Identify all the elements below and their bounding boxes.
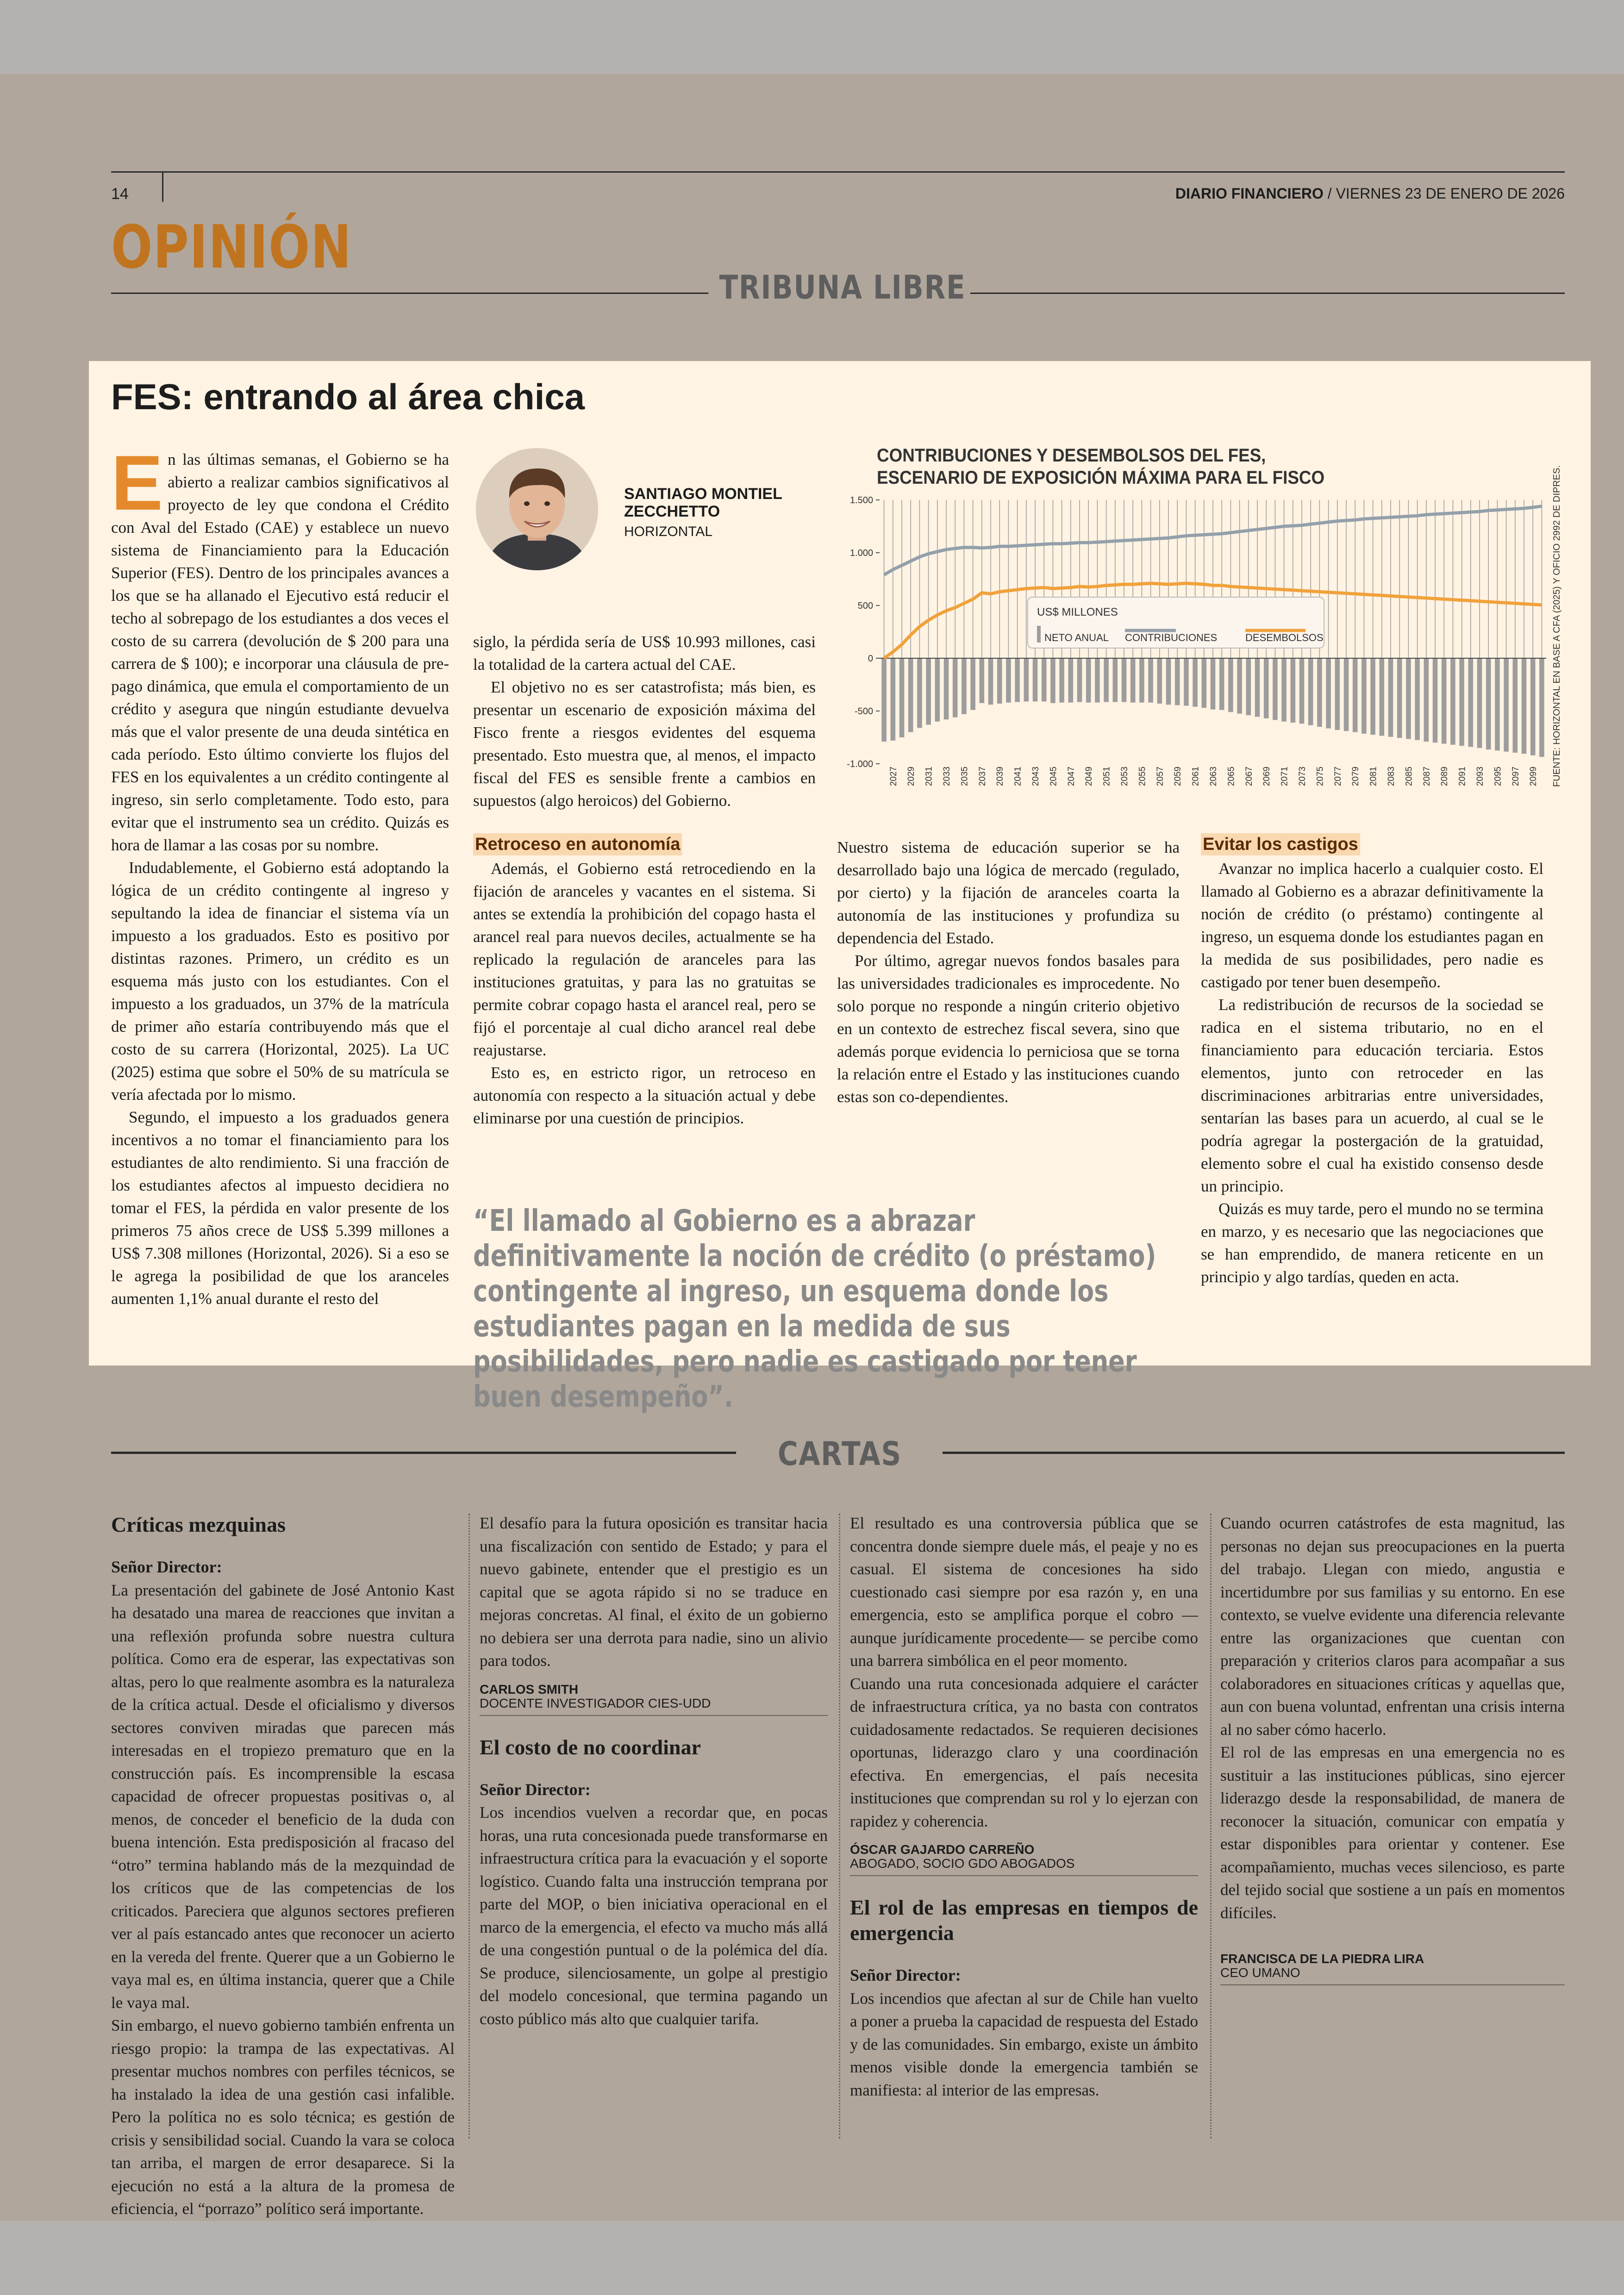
y-tick-label: 1.000 [849,548,873,558]
neto-bar [1273,658,1278,720]
neto-bar [1237,658,1242,714]
neto-bar [1113,658,1118,702]
letter-salutation: Señor Director: [480,1780,591,1799]
neto-bar [1095,658,1100,703]
letters-divider-2 [839,1514,840,2139]
neto-bar [1424,658,1429,742]
subsection-title: TRIBUNA LIBRE [719,268,966,306]
neto-bar [1193,658,1198,707]
x-tick-label: 2099 [1529,767,1539,786]
chart [833,481,1555,792]
letter-paragraph: Cuando una ruta concesionada adquiere el carácter de infraestructura crítica, ya no basta con contratos cuidadosamente redactados. Se requieren decisiones oportunas, liderazgo claro y una coordinación efectiva. En emergencias, el país necesita instituciones que comprendan su rol y lo ejerzan con rapidez y coherencia. [850,1674,1198,1830]
x-tick-label: 2035 [960,767,970,786]
neto-bar [988,658,993,705]
letter-paragraph: El resultado es una controversia pública que se concentra donde siempre duele más, el peaje y no es casual. El sistema de concesiones ha sido cuestionado casi siempre por esa razón y, en una emergencia, esto se amplifica porque el cobro —aunque jurídicamente procedente— se percibe como una barrera simbólica en el peor momento. [850,1514,1198,1670]
x-tick-label: 2085 [1404,767,1414,786]
x-tick-label: 2037 [977,767,987,786]
neto-bar [953,658,958,717]
neto-bar [1450,658,1455,745]
author-name-line-2: ZECCHETTO [624,503,720,520]
x-tick-label: 2045 [1049,767,1059,786]
neto-bar [917,658,922,728]
signature-role: DOCENTE INVESTIGADOR CIES-UDD [480,1696,711,1710]
neto-bar [1353,658,1358,732]
issue-date: / VIERNES 23 DE ENERO DE 2026 [1323,185,1565,202]
letter-paragraph: El rol de las empresas en una emergencia no es sustituir a las instituciones públicas, sino ejercer liderazgo desde la responsabilidad, de manera de reconocer la situación, comunicar con empatía y estar disponibles para orientar y contener. Ese acompañamiento, muchas veces silencioso, es parte del tejido social que sostiene a un país en momentos difíciles. [1220,1743,1565,1922]
y-tick-label: 0 [868,654,873,664]
neto-bar [1433,658,1438,742]
author-photo [476,448,598,570]
neto-bar [1246,658,1251,715]
article-paragraph: Además, el Gobierno está retrocediendo en la fijación de aranceles y vacantes en el sistema. Si antes se extendía la prohibición del copago hasta el arancel real para nuevos deciles, actualmente se ha replicado la regulación de aranceles para las instituciones gratuitas, y para las no gratuitas se permite cobrar copago hasta el arancel real, pero se fijó el porcentaje al cual dicho arancel real debe reajustarse. [473,860,816,1059]
x-tick-label: 2095 [1493,767,1503,786]
y-tick-label: -1.000 [847,759,873,769]
author-affiliation: HORIZONTAL [624,524,713,539]
article-paragraph: Nuestro sistema de educación superior se ha desarrollado bajo una lógica de mercado (regulado, por cierto) y la fijación de aranceles coarta la autonomía de las instituciones y profundiza su dependencia del Estado. [837,838,1180,947]
neto-bar [1211,658,1216,710]
chart-title-line-1: CONTRIBUCIONES Y DESEMBOLSOS DEL FES, [877,445,1266,466]
letters-section-title: CARTAS [778,1435,902,1473]
y-tick-label: -500 [854,706,873,717]
letter-paragraph: Cuando ocurren catástrofes de esta magnitud, las personas no dejan sus preocupaciones en la puerta del trabajo. Llegan con miedo, angustia e incertidumbre por sus familias y su entorno. En ese contexto, se vuelve evidente una diferencia relevante entre las organizaciones que cuentan con preparación y criterios claros para acompañar a sus colaboradores en situaciones críticas y aquellas que, aun con buena voluntad, enfrentan una crisis interna al no saber cómo hacerlo. [1220,1514,1565,1739]
x-tick-label: 2055 [1137,767,1148,786]
article-paragraph: Segundo, el impuesto a los graduados genera incentivos a no tomar el financiamiento para los estudiantes de alto rendimiento. Si una fracción de los estudiantes afectos al impuesto decidiera no tomar el FES, la pérdida en valor presente de los primeros 75 años crece de US$ 5.399 millones a US$ 7.308 millones (Horizontal, 2026). Si a eso se le agrega la posibilidad de que los aranceles aumenten 1,1% anual durante el resto del [111,1108,449,1308]
legend-desembolsos-label: DESEMBOLSOS [1245,632,1324,643]
x-tick-label: 2039 [995,767,1006,786]
letter-paragraph: Los incendios vuelven a recordar que, en pocas horas, una ruta concesionada puede transformarse en infraestructura crítica para la evacuación y el soporte logístico. Cuando falta una instrucción temprana por parte del MOP, o bien iniciativa operacional en el marco de la emergencia, el efecto va mucho más allá de una congestión puntual o de la polémica del día. Se produce, silenciosamente, un golpe al prestigio del modelo concesional, que termina pagando un costo público más alto que cualquier tarifa. [480,1803,828,2028]
legend-neto-swatch [1037,626,1041,642]
neto-bar [1370,658,1375,735]
x-tick-label: 2049 [1084,767,1094,786]
neto-bar [1459,658,1464,746]
letter-title: El rol de las empresas en tiempos de emergencia [850,1896,1198,1945]
neto-bar [1486,658,1491,749]
article-paragraph: Esto es, en estricto rigor, un retroceso en autonomía con respecto a la situación actual y debe eliminarse por una cuestión de principios. [473,1064,816,1127]
article-paragraph: Por último, agregar nuevos fondos basales para las universidades tradicionales es improcedente. No solo porque no responde a ningún criterio objetivo en un contexto de estrechez fiscal severa, sino que además porque evidencia lo perniciosa que se torna la relación entre el Estado y las instituciones cuando estas son co-dependientes. [837,952,1180,1106]
article-headline: FES: entrando al área chica [111,376,585,417]
x-tick-label: 2065 [1226,767,1237,786]
neto-bar [1228,658,1233,712]
neto-bar [891,658,896,741]
letters-column-3 [850,1512,1198,2102]
x-tick-label: 2043 [1031,767,1041,786]
neto-bar [1344,658,1349,731]
neto-bar [1024,658,1029,701]
neto-bar [1015,658,1020,702]
neto-bar [1513,658,1518,753]
tribuna-rule-left [111,293,708,294]
letter-signature [850,1843,1198,1876]
neto-bar [1317,658,1322,727]
header-top-rule [111,171,1565,173]
x-tick-label: 2073 [1298,767,1307,786]
article-paragraph: Quizás es muy tarde, pero el mundo no se termina en marzo, y es necesario que las negociaciones que se han emprendido, de manera reticente en un principio y algo tardías, queden en acta. [1201,1200,1543,1286]
masthead [1175,185,1565,202]
x-tick-label: 2089 [1440,767,1450,786]
x-tick-label: 2069 [1262,767,1272,786]
neto-bar [1415,658,1420,740]
neto-bar [1362,658,1367,734]
pull-quote: “El llamado al Gobierno es a abrazar definitivamente la noción de crédito (o préstamo) contingente al ingreso, un esquema donde los estudiantes pagan en la medida de sus posibilidades, pero nadie es castigado por tener buen desempeño”. [473,1204,1156,1414]
signature-role: CEO UMANO [1220,1965,1300,1980]
x-tick-label: 2041 [1013,767,1023,786]
author-portrait-icon [476,448,598,570]
letter-title: El costo de no coordinar [480,1735,701,1759]
neto-bar [1042,658,1047,701]
x-tick-label: 2053 [1120,767,1130,786]
signature-role: ABOGADO, SOCIO GDO ABOGADOS [850,1856,1075,1871]
signature-name: CARLOS SMITH [480,1682,579,1696]
x-tick-label: 2031 [924,767,934,786]
neto-bar [926,658,931,725]
y-tick-label: 500 [857,601,873,611]
neto-bar [1050,658,1056,703]
neto-bar [1539,658,1544,757]
neto-bar [1388,658,1393,737]
article-paragraph: Indudablemente, el Gobierno está adoptando la lógica de un crédito contingente al ingreso y sepultando la idea de financiar el sistema vía un impuesto a los graduados. Esto es positivo por distintas razones. Primero, un crédito es un esquema más justo con los estudiantes. Con el impuesto a los graduados, un 37% de la matrícula de primer año estaría contribuyendo más que el costo de su carrera (Horizontal, 2025). La UC (2025) estima que sobre el 50% de su matrícula se vería afectada por lo mismo. [111,859,449,1104]
neto-bar [1148,658,1153,703]
neto-bar [1468,658,1474,747]
author-name-line-1: SANTIAGO MONTIEL [624,485,782,503]
x-tick-label: 2067 [1244,767,1254,786]
chart-title-line-2: ESCENARIO DE EXPOSICIÓN MÁXIMA PARA EL FISCO [877,468,1325,488]
page-number-divider [162,172,163,202]
letter-title: Críticas mezquinas [111,1513,286,1536]
letter-paragraph: Los incendios que afectan al sur de Chile han vuelto a poner a prueba la capacidad de respuesta del Estado y de las comunidades. Sin embargo, existe un ámbito menos visible donde la emergencia también se manifiesta: al interior de las empresas. [850,1989,1198,2099]
subhead-retroceso: Retroceso en autonomía [473,833,682,855]
x-tick-label: 2051 [1102,767,1112,786]
neto-bar [1442,658,1447,744]
neto-bar [1077,658,1082,702]
y-tick-label: 1.500 [849,495,873,505]
neto-bar [1068,658,1074,703]
article-paragraph: Avanzar no implica hacerlo a cualquier costo. El llamado al Gobierno es a abrazar definitivamente la noción de crédito (o préstamo) contingente al ingreso, un esquema donde los estudiantes pagan en la medida de sus posibilidades, pero nadie es castigado por tener buen desempeño. [1201,860,1543,991]
neto-bar [1006,658,1011,703]
x-tick-label: 2075 [1315,767,1325,786]
article-paragraph: siglo, la pérdida sería de US$ 10.993 millones, casi la totalidad de la cartera actual del CAE. [473,633,816,674]
neto-bar [1086,658,1091,703]
cartas-rule-right [943,1452,1565,1454]
letters-column-1 [111,1512,455,2220]
neto-bar [935,658,940,722]
x-tick-label: 2057 [1155,767,1165,786]
neto-bar [1104,658,1109,702]
neto-bar [899,658,905,737]
x-tick-label: 2061 [1191,767,1201,786]
letters-column-4 [1220,1512,1565,2004]
x-tick-label: 2059 [1173,767,1183,786]
letters-divider-3 [1210,1514,1212,2139]
article-column-2 [473,630,816,1129]
letter-paragraph: El desafío para la futura oposición es transitar hacia una fiscalización con sentido de Estado; y para el nuevo gabinete, entender que el prestigio es un capital que se agota rápido si no se traduce en mejoras concretas. Al final, el éxito de un gobierno no debiera ser una derrota para nadie, sino un alivio para todos. [480,1514,828,1670]
legend-neto-label: NETO ANUAL [1044,632,1109,643]
newspaper-name: DIARIO FINANCIERO [1175,185,1324,202]
neto-bar [980,658,985,703]
neto-bar [944,658,949,719]
neto-bar [1522,658,1527,754]
neto-bar [1530,658,1536,755]
neto-bar [1175,658,1180,705]
neto-bar [1299,658,1305,723]
neto-bar [997,658,1002,704]
article-column-4 [1201,833,1543,1288]
neto-bar [881,658,887,742]
x-tick-label: 2091 [1457,767,1468,786]
neto-bar [1219,658,1224,710]
neto-bar [908,658,913,732]
x-tick-label: 2093 [1475,767,1485,786]
neto-bar [1380,658,1385,736]
x-tick-label: 2047 [1066,767,1076,786]
letter-signature [1220,1952,1565,1985]
neto-bar [1397,658,1402,738]
x-tick-label: 2063 [1209,767,1218,786]
neto-bar [970,658,975,710]
neto-bar [962,658,967,714]
x-tick-label: 2097 [1511,767,1521,786]
article-paragraph: El objetivo no es ser catastrofista; más bien, es presentar un escenario de exposición máxima del Fisco frente a riesgos evidentes del esquema presentado. Esto muestra que, al menos, el impacto fiscal del FES es sensible frente a cambios en supuestos (algo heroicos) del Gobierno. [473,678,816,810]
drop-cap: E [111,439,163,526]
letter-salutation: Señor Director: [111,1558,222,1576]
neto-bar [1291,658,1296,723]
neto-bar [1131,658,1136,703]
top-margin-strip [0,0,1624,74]
neto-bar [1477,658,1482,748]
x-tick-label: 2077 [1333,767,1343,786]
x-tick-label: 2083 [1387,767,1396,786]
neto-bar [1326,658,1331,729]
neto-bar [1122,658,1127,702]
neto-bar [1157,658,1162,704]
letter-salutation: Señor Director: [850,1966,961,1984]
neto-bar [1184,658,1189,706]
x-tick-label: 2029 [906,767,917,786]
neto-bar [1504,658,1509,752]
neto-bar [1255,658,1260,717]
page-number: 14 [111,185,129,203]
neto-bar [1308,658,1313,725]
letter-signature [480,1683,828,1716]
neto-bar [1139,658,1144,703]
x-tick-label: 2033 [942,767,952,786]
section-title: OPINIÓN [111,213,352,282]
legend-contribuciones-label: CONTRIBUCIONES [1125,632,1218,643]
author-name [624,485,782,520]
x-tick-label: 2079 [1351,767,1361,786]
signature-name: FRANCISCA DE LA PIEDRA LIRA [1220,1952,1424,1966]
article-paragraph: La redistribución de recursos de la sociedad se radica en el sistema tributario, no en el financiamiento para educación terciaria. Estos elementos, junto con retroceder en las discriminaciones arbitrarias entre universidades, sentarían las bases para un acuerdo, al cual se le podría agregar la postergación de la gratuidad, elemento sobre el cual ha existido consenso desde un principio. [1201,996,1543,1195]
neto-bar [1495,658,1500,751]
x-tick-label: 2081 [1368,767,1379,786]
signature-name: ÓSCAR GAJARDO CARREÑO [850,1842,1035,1857]
neto-bar [1264,658,1269,718]
neto-bar [1202,658,1207,708]
article-column-1 [111,439,449,1310]
neto-bar [1166,658,1171,705]
neto-bar [1335,658,1340,730]
cartas-rule-left [111,1452,736,1454]
legend-units: US$ MILLONES [1037,606,1118,618]
bottom-margin-strip [0,2221,1624,2295]
letter-paragraph: La presentación del gabinete de José Antonio Kast ha desatado una marea de reacciones que invitan a una reflexión profunda sobre nuestra cultura política. Como era de esperar, las expectativas son altas, pero lo que realmente asombra es la naturaleza de la crítica actual. Desde el oficialismo y diversos sectores conviven miradas que parecen más interesadas en el tropiezo prematuro que en la construcción país. Es incomprensible la escasa capacidad de ofrecer propuestas positivas o, al menos, de conceder el beneficio de la duda con buena intención. Esta predisposición al fracaso del “otro” termina hablando más de la mezquindad de los críticos que de las competencias de los criticados. Pareciera que algunos sectores prefieren ver al país estancado antes que reconocer un acierto en la vereda del frente. Querer que a un Gobierno le vaya mal es, en última instancia, querer que a Chile le vaya mal. [111,1581,455,2012]
chart-source: FUENTE: HORIZONTAL EN BASE A CFA (2025) Y OFICIO 2992 DE DIPRES. [1552,465,1562,787]
neto-bar [1406,658,1411,739]
x-tick-label: 2027 [888,767,899,786]
article-paragraph: n las últimas semanas, el Gobierno se ha abierto a realizar cambios significativos al proyecto de ley que condona el Crédito con Aval del Estado (CAE) y establece un nuevo sistema de Financiamiento para la Educación Superior (FES). Dentro de los principales avances a los que se ha allanado el Ejecutivo está reducir el techo al sobrepago de los estudiantes a dos veces el costo de su carrera (devolución de $ 200 para una carrera de $ 100); e incorporar una cláusula de pre-pago dinámica, que emula el comportamiento de un crédito y asegura que ningún estudiante devuelva más que el valor presente de una deuda sintética en cada período. Esto último convierte los flujos del FES en los equivalentes a un crédito contingente al ingreso, sin serlo completamente. Todo esto, para evitar que el instrumento sea un crédito. Quizás es hora de llamar a las cosas por su nombre. [111,450,449,854]
letters-divider-1 [468,1514,470,2139]
letters-column-2 [480,1512,828,2030]
neto-bar [1059,658,1064,703]
letter-paragraph: Sin embargo, el nuevo gobierno también enfrenta un riesgo propio: la trampa de las expectativas. Al presentar muchos nombres con perfiles técnicos, se ha instalado la idea de una gestión casi infalible. Pero la política no es solo técnica; es gestión de crisis y sensibilidad social. Cuando la vara se coloca tan arriba, el margen de error desaparece. Si la ejecución no está a la altura de la promesa de eficiencia, el “porrazo” político será importante. [111,2016,455,2218]
subhead-castigos: Evitar los castigos [1201,833,1360,855]
x-tick-label: 2087 [1422,767,1432,786]
neto-bar [1033,658,1038,701]
x-tick-label: 2071 [1280,767,1290,786]
neto-bar [1281,658,1287,722]
article-column-3 [837,836,1180,1108]
tribuna-rule-right [970,293,1565,294]
